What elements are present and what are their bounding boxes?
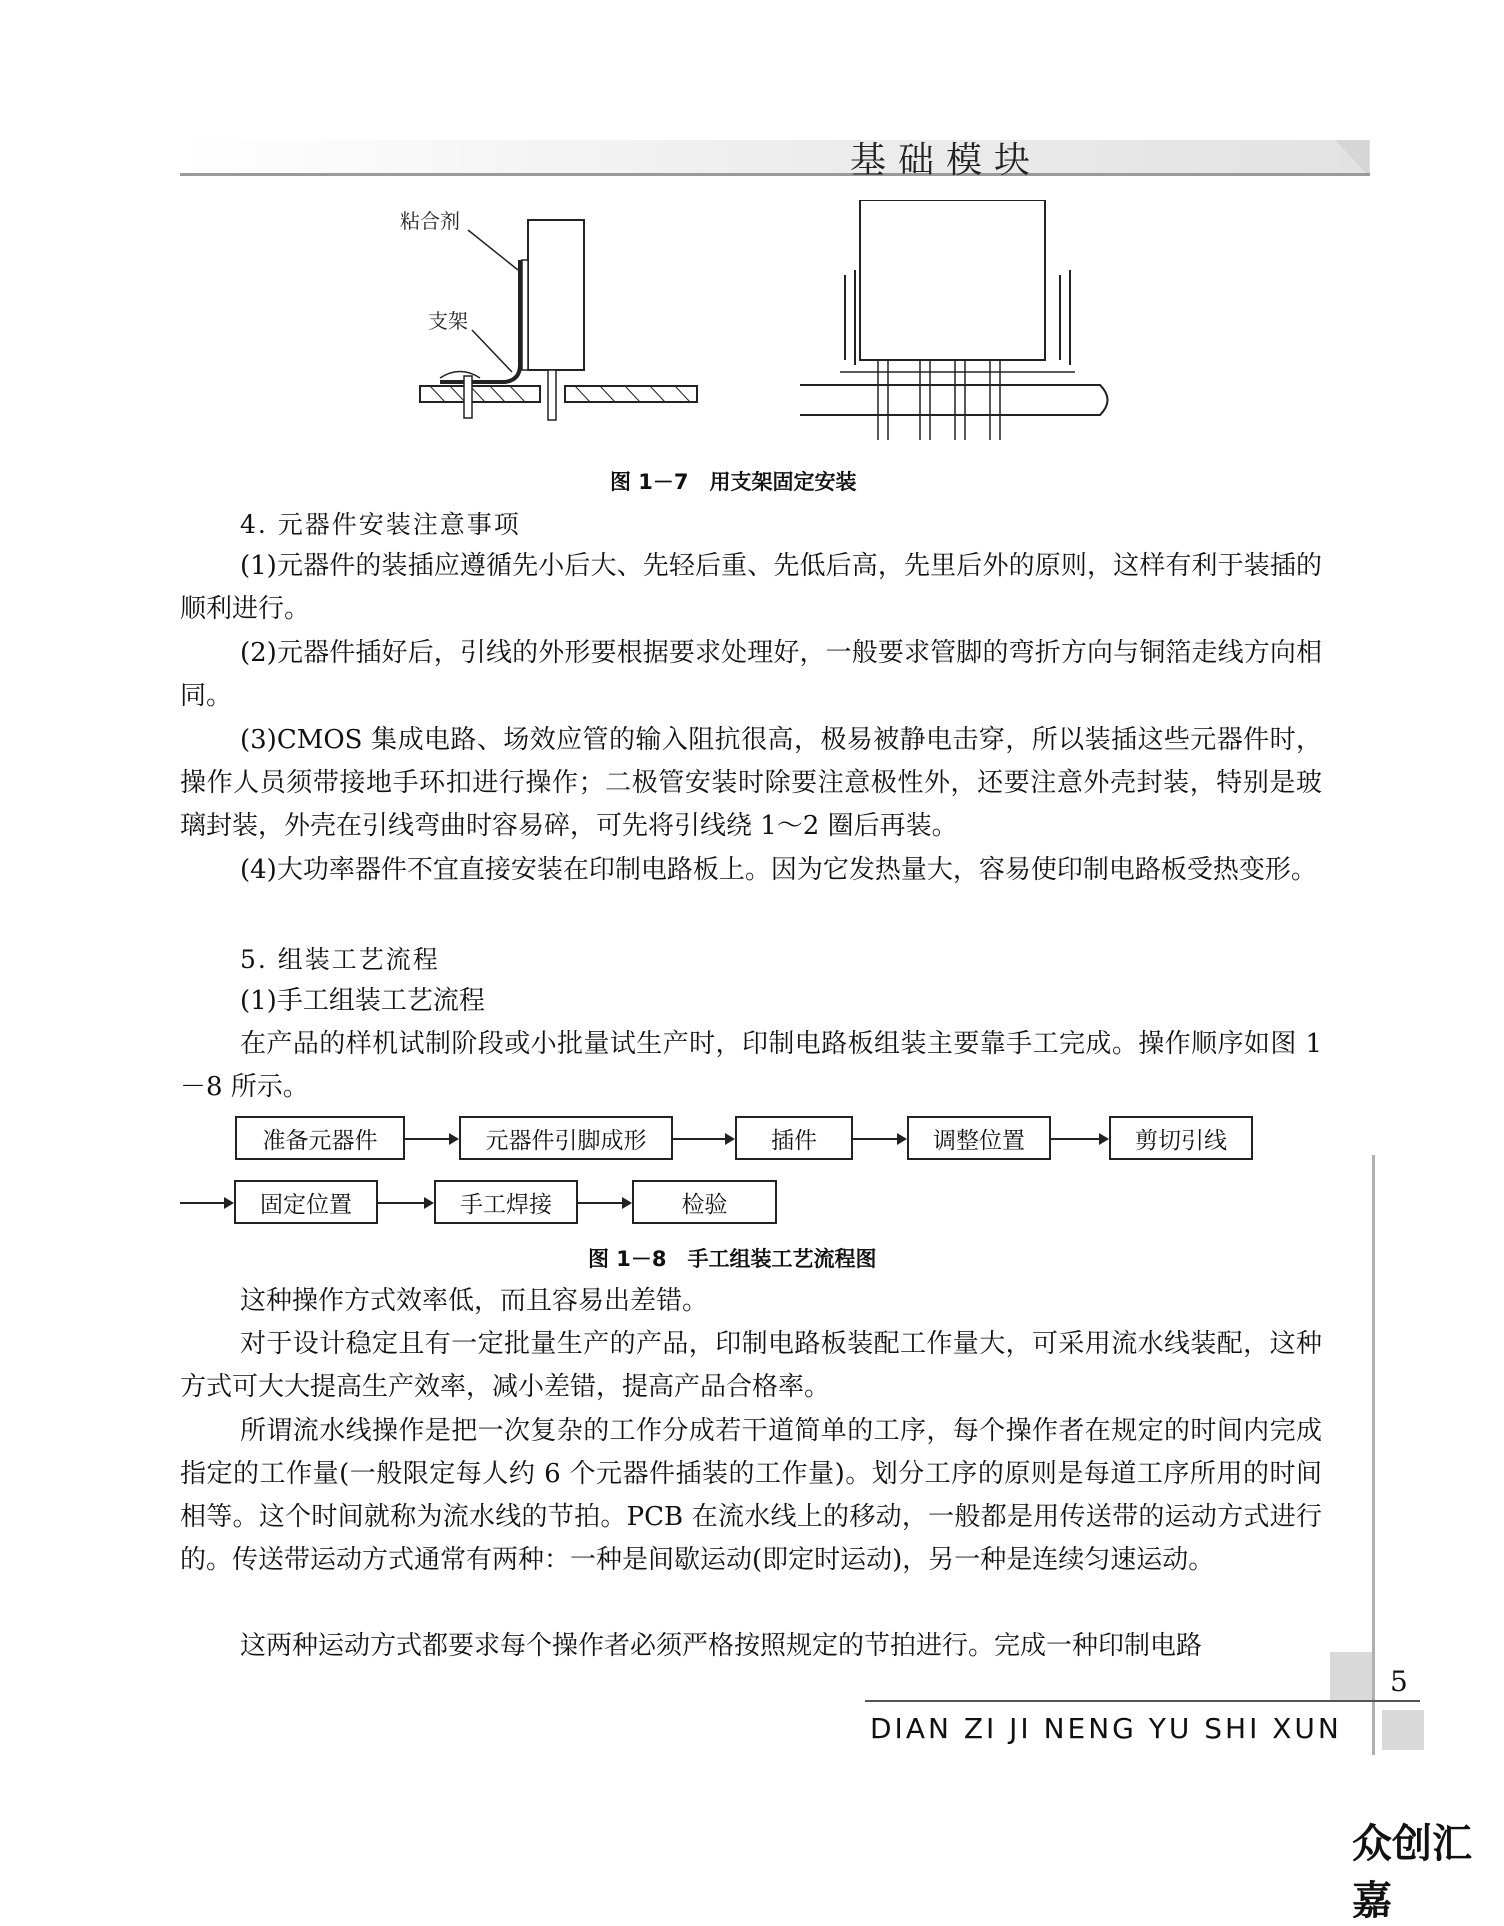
footer-band — [1330, 1652, 1372, 1702]
pcb-right — [800, 385, 1108, 415]
margin-rule — [1372, 1155, 1375, 1755]
flow-step-8: 检验 — [632, 1180, 777, 1224]
label-adhesive: 粘合剂 — [400, 209, 460, 233]
flow-arrow — [378, 1202, 432, 1204]
flow-arrow — [405, 1138, 457, 1140]
flow-step-6: 固定位置 — [234, 1180, 378, 1224]
section-4-item-3: (3)CMOS 集成电路、场效应管的输入阻抗很高，极易被静电击穿，所以装插这些元器件时，操作人员须带接地手环扣进行操作；二极管安装时除要注意极性外，还要注意外壳封装，特别是玻璃封装，外壳在引线弯曲时容易碎，可先将引线绕 1～2 圈后再装。 — [180, 725, 1322, 841]
flow-step-5: 剪切引线 — [1109, 1116, 1253, 1160]
flow-step-7: 手工焊接 — [434, 1180, 578, 1224]
flow-arrow — [1051, 1138, 1107, 1140]
bracket-right-r — [1060, 270, 1070, 365]
figure-1-8-caption: 图 1－8 手工组装工艺流程图 — [588, 1247, 877, 1271]
bracket-right-l — [845, 270, 855, 365]
header-band — [180, 140, 1370, 176]
flow-step-2: 元器件引脚成形 — [459, 1116, 673, 1160]
flow-arrow — [578, 1202, 630, 1204]
flow-arrow — [853, 1138, 905, 1140]
paragraph-1: 这种操作方式效率低，而且容易出差错。 — [240, 1286, 709, 1316]
paragraph-2: 对于设计稳定且有一定批量生产的产品，印制电路板装配工作量大，可采用流水线装配，这种方式可大大提高生产效率，减小差错，提高产品合格率。 — [180, 1329, 1322, 1402]
paragraph-4: 这两种运动方式都要求每个操作者必须严格按照规定的节拍进行。完成一种印制电路 — [240, 1631, 1203, 1661]
figure-1-7-caption: 图 1－7 用支架固定安装 — [610, 470, 857, 494]
footer-band — [1382, 1710, 1424, 1750]
series-title: DIAN ZI JI NENG YU SHI XUN — [870, 1712, 1342, 1745]
header-rule — [180, 173, 1370, 176]
footer-rule — [865, 1700, 1420, 1702]
flow-step-4: 调整位置 — [907, 1116, 1051, 1160]
figure-1-7 — [400, 200, 1120, 444]
flow-step-1: 准备元器件 — [235, 1116, 405, 1160]
label-bracket: 支架 — [428, 309, 468, 333]
section-5-heading: 5. 组装工艺流程 — [240, 945, 440, 974]
chapter-title: 基础模块 — [850, 140, 1043, 181]
flow-arrow — [180, 1202, 232, 1204]
header-corner — [1335, 140, 1369, 176]
watermark: 众创汇嘉 — [1352, 1821, 1472, 1924]
section-5-para-1: 在产品的样机试制阶段或小批量试生产时，印制电路板组装主要靠手工完成。操作顺序如图 1－8 所示。 — [180, 1029, 1322, 1102]
section-4-item-1: (1)元器件的装插应遵循先小后大、先轻后重、先低后高，先里后外的原则，这样有利于装插的顺利进行。 — [180, 551, 1322, 624]
section-4-item-2: (2)元器件插好后，引线的外形要根据要求处理好，一般要求管脚的弯折方向与铜箔走线方向相同。 — [180, 638, 1322, 711]
flow-arrow — [673, 1138, 733, 1140]
flow-step-3: 插件 — [735, 1116, 853, 1160]
section-4-item-4: (4)大功率器件不宜直接安装在印制电路板上。因为它发热量大，容易使印制电路板受热变形。 — [240, 855, 1317, 885]
section-5-sub-1: (1)手工组装工艺流程 — [240, 986, 485, 1016]
page-number: 5 — [1390, 1665, 1408, 1698]
component-body-right — [860, 200, 1045, 360]
component-body-left — [528, 220, 584, 370]
paragraph-3: 所谓流水线操作是把一次复杂的工作分成若干道简单的工序，每个操作者在规定的时间内完成指定的工作量(一般限定每人约 6 个元器件插装的工作量)。划分工序的原则是每道工序所用的时间相等。这个时间就称为流水线的节拍。PCB 在流水线上的移动，一般都是用传送带的运动方式进行的。传送带运动方式通常有两种：一种是间歇运动(即定时运动)，另一种是连续匀速运动。 — [180, 1416, 1322, 1575]
section-4-heading: 4. 元器件安装注意事项 — [240, 510, 521, 539]
